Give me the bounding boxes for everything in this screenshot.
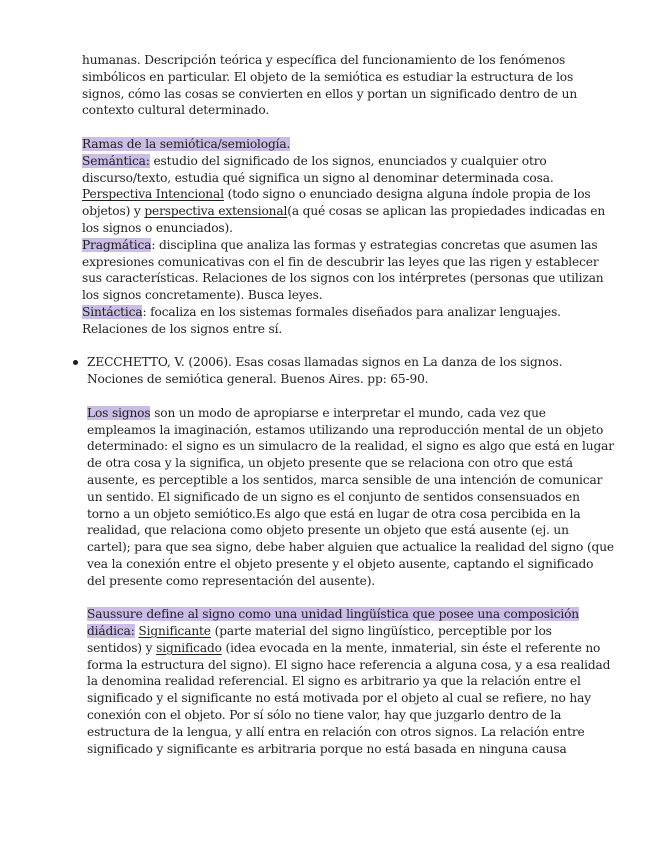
paragraph-gap [82,119,571,136]
text-line: los signos o enunciados). [82,220,233,235]
paragraph-gap [82,388,571,405]
text-span: sentidos) y [87,640,157,655]
sintactica-label: Sintáctica [82,304,143,319]
text-line: cartel); para que sea signo, debe haber alguien que actualice la realidad del signo (que [87,540,614,555]
text-span: son un modo de apropiarse e interpretar el mundo, cada vez que [150,405,546,420]
text-line: determinado: el signo es un simulacro de la realidad, el signo es algo que está en lugar [87,439,614,454]
pragmatica-line [82,237,598,254]
text-line [87,640,601,657]
text-span: objetos) y [82,204,145,219]
text-line: torno a un objeto semiótico.Es algo que está en lugar de otra cosa percibida en la [87,506,581,521]
pragmatica-label: Pragmática [82,237,152,252]
saussure-second-line [87,623,571,640]
text-line: estructura de la lengua, y allí entra en relación con otros signos. La relación entre [87,724,585,739]
text-line: ausente, es perceptible a los sentidos, marca sensible de una intención de comunicar [87,472,603,487]
text-line: discurso/texto, estudia qué significa un signo al denominar determinada cosa. [82,170,554,185]
sintactica-line [82,304,571,321]
text-line [82,203,606,220]
diadica-highlight: diádica: [87,624,135,639]
text-line [82,186,591,203]
text-line: simbólicos en particular. El objeto de la semiótica es estudiar la estructura de los [82,69,574,84]
text-span: (a qué cosas se aplican las propiedades indicadas en [287,204,606,219]
saussure-highlight: Saussure define al signo como una unidad lingüística que posee una composición [87,607,579,622]
text-span: estudio del significado de los signos, enunciados y cualquier otro [149,153,547,168]
text-line: signos, cómo las cosas se convierten en ellos y portan un significado dentro de un [82,86,578,101]
text-line: empleamos la imaginación, estamos utilizando una reproducción mental de un objeto [87,422,604,437]
text-line: sus características. Relaciones de los signos con los intérpretes (personas que utilizan [82,271,604,286]
text-line: del presente como representación del ausente). [87,573,376,588]
significado-term: significado [156,640,222,655]
reference-list-item [82,354,571,388]
text-line: realidad, que relaciona como objeto presente un objeto que está ausente (ej. un [87,523,569,538]
text-line: conexión con el objeto. Por sí sólo no tiene valor, hay que juzgarlo dentro de la [87,708,562,723]
reference-line: ZECCHETTO, V. (2006). Esas cosas llamadas signos en La danza de los signos. [87,355,563,370]
text-span: (idea evocada en la mente, inmaterial, sin éste el referente no [221,640,601,655]
text-line: un sentido. El significado de un signo es el conjunto de sentidos consensuados en [87,489,580,504]
text-line: humanas. Descripción teórica y específica del funcionamiento de los fenómenos [82,53,566,67]
paragraph-gap [82,590,571,607]
text-line: significado y el significante no está motivada por el objeto al cual se refiere, no hay [87,691,591,706]
semantica-label: Semántica: [82,153,150,168]
significante-term: Significante [138,624,211,639]
text-span: (parte material del signo lingüístico, perceptible por los [210,624,552,639]
reference-line: Nociones de semiótica general. Buenos Aires. pp: 65-90. [87,372,429,387]
text-span: : focaliza en los sistemas formales diseñados para analizar lenguajes. [142,304,561,319]
saussure-paragraph [82,606,611,757]
ramas-section [82,136,606,338]
paragraph-gap [82,338,571,355]
intro-paragraph [82,52,578,119]
ramas-heading-line [82,136,571,153]
text-line: expresiones comunicativas con el fin de descubrir las leyes que las rigen y establecer [82,254,599,269]
text-line: significado y significante es arbitraria porque no está basada en ninguna causa [87,741,567,756]
ramas-heading: Ramas de la semiótica/semiología. [82,136,291,151]
perspectiva-extensional: perspectiva extensional [144,204,288,219]
bullet-icon [73,360,78,365]
los-signos-label: Los signos [87,405,151,420]
signos-first-line [87,405,571,422]
text-line: vea la conexión entre el objeto presente y el objeto ausente, captando el significado [87,556,594,571]
text-span: (todo signo o enunciado designa alguna índole propia de los [223,187,591,202]
semantica-line [82,153,571,170]
saussure-first-line [87,606,579,623]
text-line: forma la estructura del signo). El signo hace referencia a alguna cosa, y a esa realidad [87,657,611,672]
text-span: : disciplina que analiza las formas y estrategias concretas que asumen las [151,237,598,252]
text-line: la denomina realidad referencial. El signo es arbitrario ya que la relación entre el [87,674,581,689]
text-line: de otra cosa y la significa, un objeto presente que se relaciona con otro que está [87,456,573,471]
signos-paragraph [82,405,614,590]
text-line: contexto cultural determinado. [82,103,270,118]
text-line: Relaciones de los signos entre sí. [82,321,283,336]
text-line: los signos concretamente). Busca leyes. [82,288,323,303]
perspectiva-intencional: Perspectiva Intencional [82,187,224,202]
